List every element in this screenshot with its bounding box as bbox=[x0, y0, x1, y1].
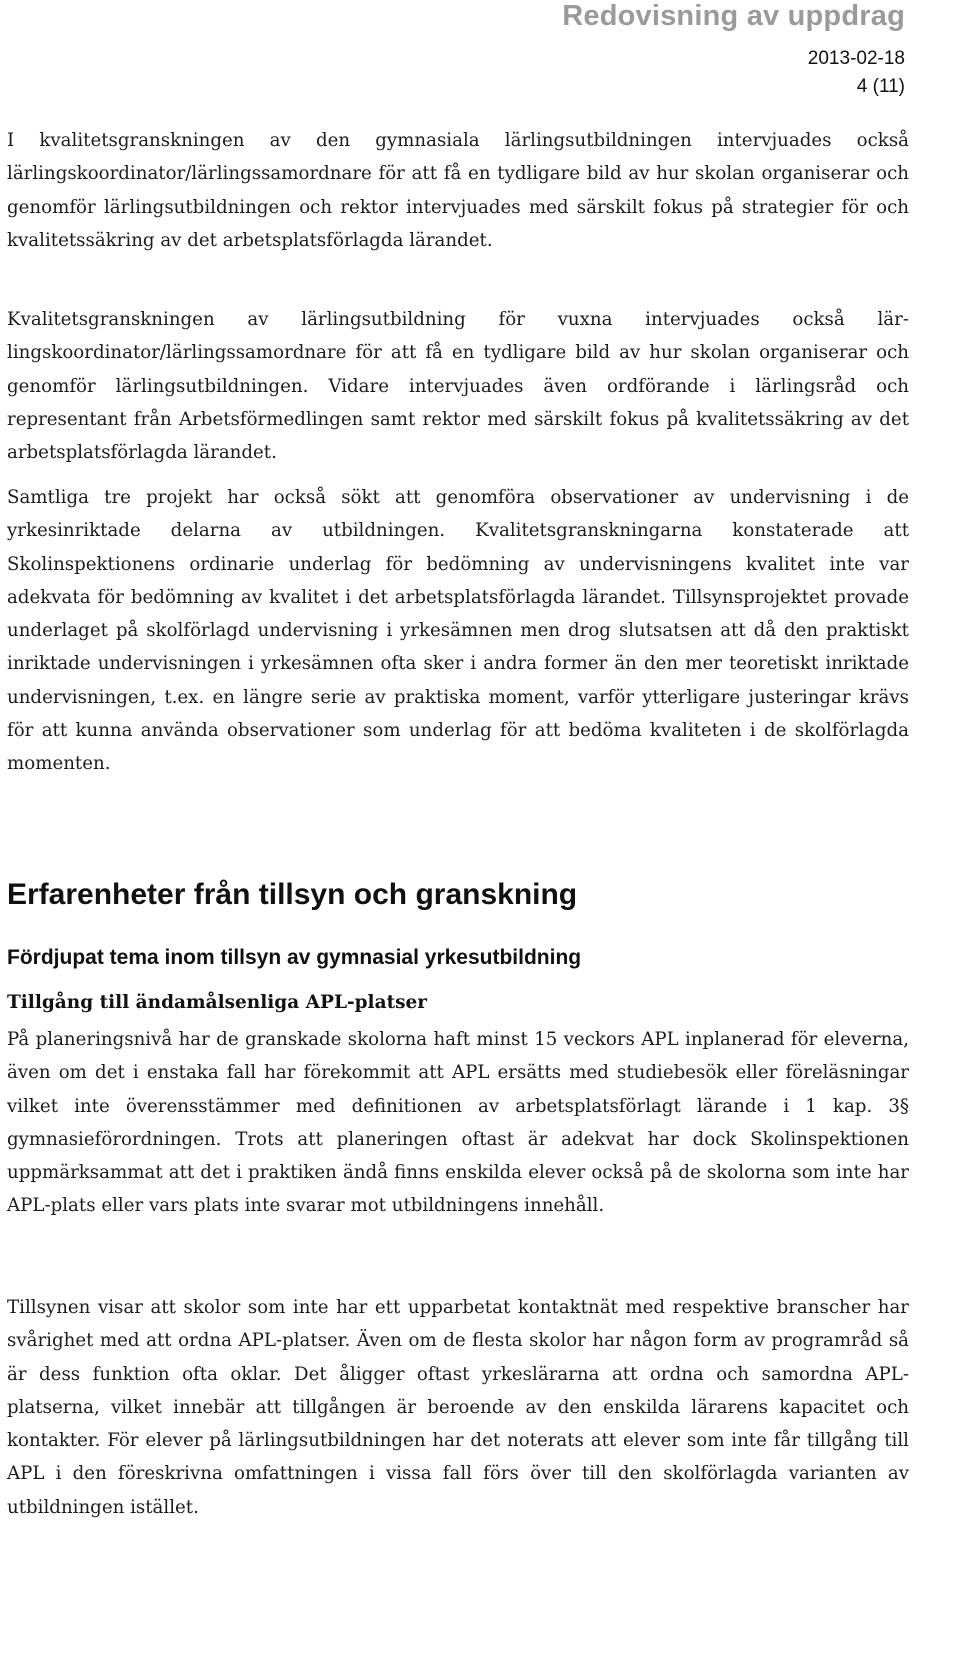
paragraph-observations: Samtliga tre projekt har också sökt att genomföra observationer av undervisning i de yrkesinriktade delarna av utbildningen. Kvalitetsgranskningarna konstaterade att Skolinspektionens ordinarie underlag för bedömning av undervisningens kvalitet inte var adekvata för bedömning av kvalitet i det arbetsplatsförlagda lärandet. Tillsynsprojektet provade underlaget på skolförlagd undervisning i yrkesämnen men drog slutsatsen att då den praktiskt inriktade undervisningen i yrkesämnen ofta sker i andra former än den mer teoretiskt inriktade undervisningen, t.ex. en längre serie av praktiska moment, varför ytterligare justeringar krävs för att kunna använda observationer som underlag för att bedöma kvaliteten i de skolförlagda momenten. bbox=[7, 487, 909, 775]
report-title: Redovisning av uppdrag bbox=[562, 0, 905, 32]
subsection-heading: Fördjupat tema inom tillsyn av gymnasial yrkesutbildning bbox=[7, 946, 582, 969]
topic-heading: Tillgång till ändamålsenliga APL-platser bbox=[7, 992, 428, 1013]
paragraph-contact-network: Tillsynen visar att skolor som inte har ett upparbetat kontaktnät med respektive branscher har svårighet med att ordna APL-platser. Även om de flesta skolor har någon form av programråd så är dess funktion ofta oklar. Det åligger oftast yrkeslärarna att ordna och samordna APL-platserna, vilket innebär att tillgången är beroende av den enskilda lärarens kapacitet och kontakter. För elever på lärlingsutbildningen har det noterats att elever som inte får tillgång till APL i den föreskrivna omfattningen i vissa fall förs över till den skolförlagda varianten av utbildningen istället. bbox=[7, 1297, 909, 1518]
page-number: 4 (11) bbox=[856, 76, 905, 97]
paragraph-planning-level: På planeringsnivå har de granskade skolorna haft minst 15 veckors APL inplanerad för eleverna, även om det i enstaka fall har förekommit att APL ersätts med studiebesök eller föreläsningar vilket inte överensstämmer med definitionen av arbetsplatsförlagt lärande i 1 kap. 3§ gymnasieförordningen. Trots att planeringen oftast är adekvat har dock Skolinspektionen uppmärksammat att det i praktiken ändå finns enskilda elever också på de skolorna som inte har APL-plats eller vars plats inte svarar mot utbildningens innehåll. bbox=[7, 1029, 909, 1217]
paragraph-interviews-gymnasial: I kvalitetsgranskningen av den gymnasiala lärlingsutbildningen intervjuades också lärlingskoordinator/lärlingssamordnare för att få en tydligare bild av hur skolan organiserar och genomför lärlingsutbildningen och rektor intervjuades med särskilt fokus på strategier för och kvalitetssäkring av det arbetsplatsförlagda lärandet. bbox=[7, 130, 909, 251]
section-heading: Erfarenheter från tillsyn och granskning bbox=[7, 878, 578, 911]
paragraph-interviews-vuxna: Kvalitetsgranskningen av lärlingsutbildning för vuxna intervjuades också lärlingskoordinator/lärlingssamordnare för att få en tydligare bild av hur skolan organiserar och genomför lärlingsutbildningen. Vidare intervjuades även ordförande i lärlingsråd och representant från Arbetsförmedlingen samt rektor med särskilt fokus på kvalitetssäkring av det arbetsplatsförlagda lärandet. bbox=[7, 309, 909, 464]
report-date: 2013-02-18 bbox=[807, 48, 905, 69]
